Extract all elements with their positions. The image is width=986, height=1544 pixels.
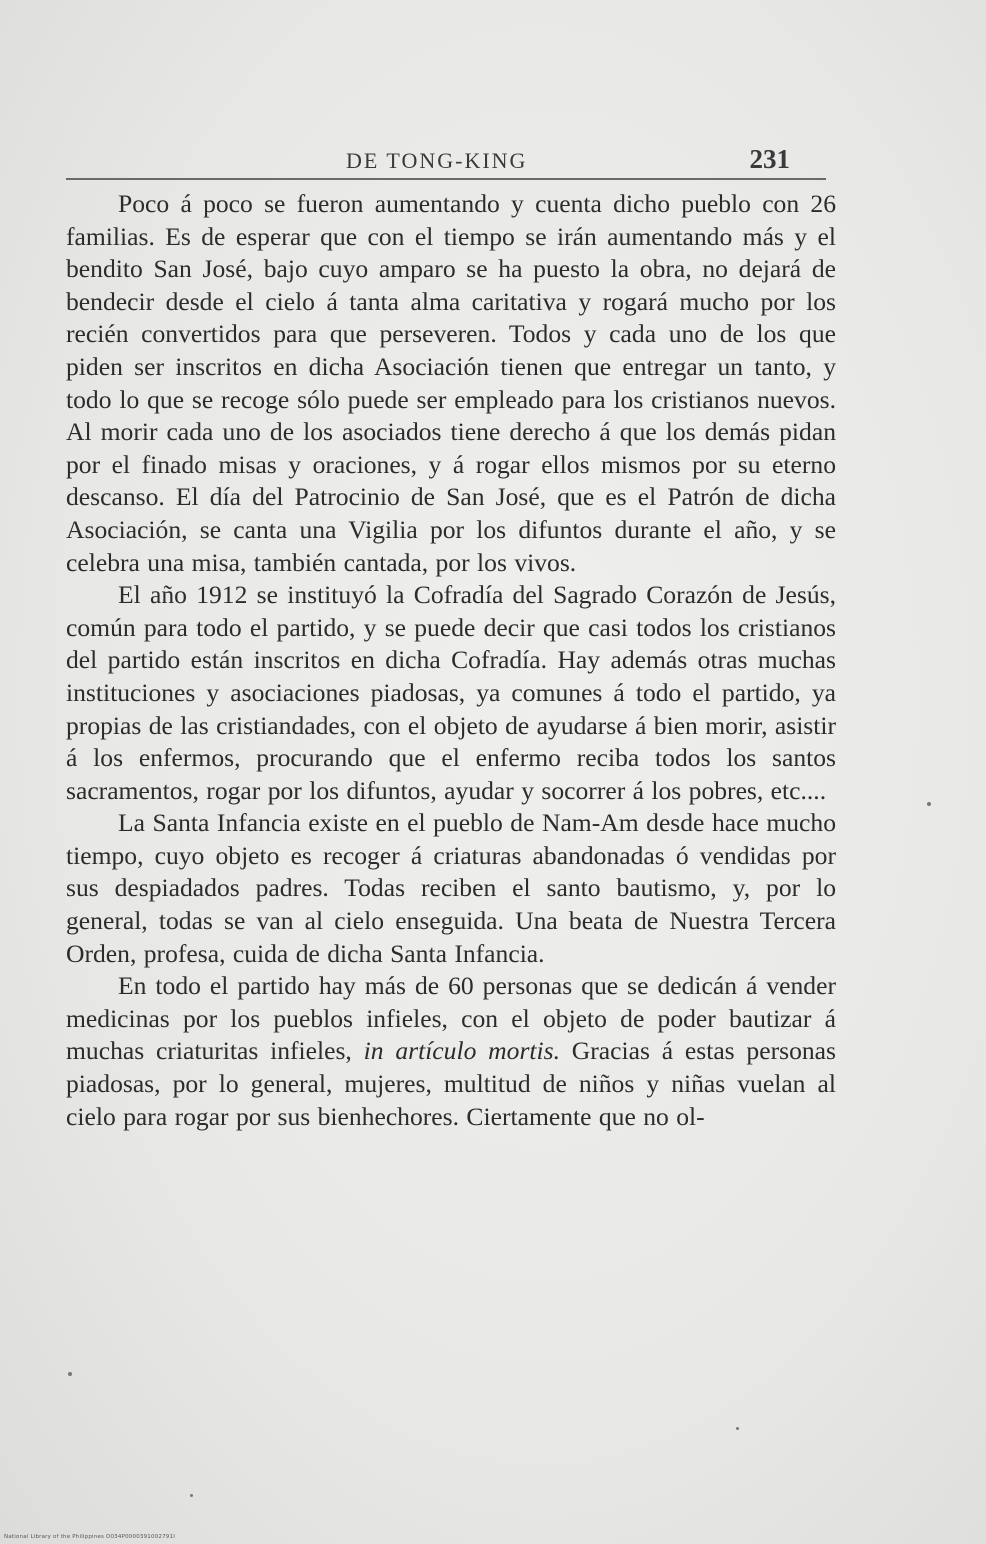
paragraph-4-text-start: En todo el partido hay más de 60 personas que se dedicán á vender medicinas por los pueblos infieles, con el objeto de poder bautizar á muchas criaturitas infieles,	[66, 971, 836, 1066]
paragraph-4	[66, 970, 836, 1133]
running-head-title: DE TONG-KING	[346, 148, 528, 173]
paragraph-2	[66, 579, 836, 807]
paragraph-3-text: La Santa Infancia existe en el pueblo de Nam-Am desde hace mucho tiempo, cuyo objeto es recoger á criaturas abandonadas ó vendidas por sus despiadados padres. Todas reciben el santo bautismo, y, por lo general, todas se van al cielo enseguida. Una beata de Nuestra Tercera Orden, profesa, cuida de dicha Santa Infancia.	[66, 808, 836, 968]
page-number: 231	[749, 144, 790, 174]
paragraph-2-text: El año 1912 se instituyó la Cofradía del Sagrado Corazón de Jesús, común para todo el partido, y se puede decir que casi todos los cristianos del partido están inscritos en dicha Cofradía. Hay además otras muchas instituciones y asociaciones piadosas, ya comunes á todo el partido, ya propias de las cristiandades, con el objeto de ayudarse á bien morir, asistir á los enfermos, procurando que el enfermo reciba todos los santos sacramentos, rogar por los difuntos, ayudar y socorrer á los pobres, etc....	[66, 580, 837, 805]
paragraph-4-text-end: Gracias á estas personas piadosas, por lo general, mujeres, multitud de niños y niñas vuelan al cielo para rogar por sus bienhechores. Ciertamente que no ol-	[66, 1036, 836, 1131]
header-rule	[66, 178, 826, 180]
paragraph-1-text: Poco á poco se fueron aumentando y cuenta dicho pueblo con 26 familias. Es de esperar que con el tiempo se irán aumentando más y el bendito San José, bajo cuyo amparo se ha puesto la obra, no dejará de bendecir desde el cielo á tanta alma caritativa y rogará mucho por los recién convertidos para que perseveren. Todos y cada uno de los que piden ser inscritos en dicha Asociación tienen que entregar un tanto, y todo lo que se recoge sólo puede ser empleado para los cristianos nuevos. Al morir cada uno de los asociados tiene derecho á que los demás pidan por el finado misas y oraciones, y á rogar ellos mismos por su eterno descanso. El día del Patrocinio de San José, que es el Patrón de dicha Asociación, se canta una Vigilia por los difuntos durante el año, y se celebra una misa, también cantada, por los vivos.	[66, 189, 836, 577]
dust-speck	[736, 1427, 739, 1430]
dust-speck	[68, 1372, 72, 1376]
paragraph-4-latin-phrase: in artículo mortis.	[363, 1036, 560, 1066]
dust-speck	[927, 802, 931, 806]
paragraph-3	[66, 807, 836, 970]
paragraph-1	[66, 188, 836, 579]
library-stamp: National Library of the Philippines D034P0000391002791I	[4, 1534, 176, 1540]
dust-speck	[190, 1494, 193, 1497]
running-head	[66, 138, 826, 184]
body-text	[66, 188, 836, 1133]
